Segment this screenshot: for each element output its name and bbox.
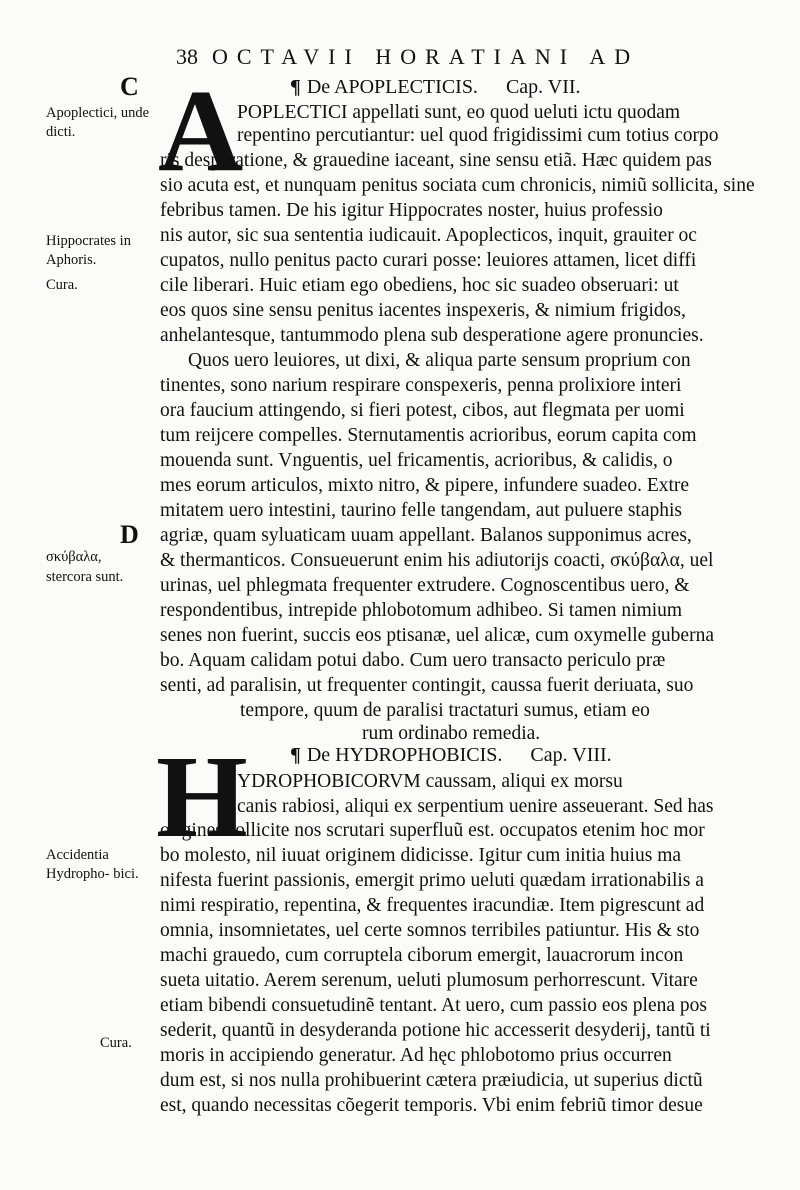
text-line: moris in accipiendo generatur. Ad hęc phlobotomo prius occurren <box>160 1045 672 1066</box>
page-number: 38 <box>176 44 198 69</box>
text-line: bo. Aquam calidam potui dabo. Cum uero transacto periculo præ <box>160 650 666 671</box>
text-line: senes non fuerint, succis eos ptisanæ, uel alicæ, cum oxymelle guberna <box>160 625 714 646</box>
text-line: nis autor, sic sua sententia iudicauit. Apoplecticos, inquit, grauiter oc <box>160 225 697 246</box>
margin-note-accidentia: Accidentia Hydropho- bici. <box>46 847 139 882</box>
text-line: febribus tamen. De his igitur Hippocrates noster, huius professio <box>160 200 663 221</box>
text-line: tum reijcere compelles. Sternutamentis acrioribus, eorum capita com <box>160 425 697 446</box>
pilcrow-icon: ¶ <box>290 744 301 766</box>
text-line: Quos uero leuiores, ut dixi, & aliqua parte sensum proprium con <box>188 350 691 371</box>
margin-note-stercora: stercora sunt. <box>46 569 124 585</box>
text-line: respondentibus, intrepide phlobotomum adhibeo. Si tamen nimium <box>160 600 683 621</box>
text-line: omnia, insomnietates, uel certe somnos terribiles patiuntur. His & sto <box>160 920 700 941</box>
margin-note-cura: Cura. <box>46 277 78 293</box>
section-letter-d: D <box>120 520 139 549</box>
text-line: sio acuta est, et nunquam penitus sociata cum chronicis, nimiũ sollicita, sine <box>160 175 755 196</box>
text-line: etiam bibendi consuetudinẽ tentant. At uero, cum passio eos plena pos <box>160 995 707 1016</box>
text-line: nifesta fuerint passionis, emergit primo ueluti quædam irrationabilis a <box>160 870 704 891</box>
text-line: origines sollicite nos scrutari superfluũ est. occupatos etenim hoc mor <box>160 820 705 841</box>
text-line: ora faucium attingendo, si fieri potest, cibos, aut flegmata per uomi <box>160 400 685 421</box>
text-line: ris desperatione, & grauedine iaceant, sine sensu etiã. Hæc quidem pas <box>160 150 712 171</box>
text-line: mitatem uero intestini, taurino felle tangendam, aut puluere staphis <box>160 500 683 521</box>
text-line: cile liberari. Huic etiam ego obediens, hoc sic suadeo obseruari: ut <box>160 275 679 296</box>
text-line: mouenda sunt. Vnguentis, uel fricamentis, acrioribus, & calidis, o <box>160 450 673 471</box>
text-line: canis rabiosi, aliqui ex serpentium uenire asseuerant. Sed has <box>237 796 714 817</box>
drop-cap-a: A <box>158 65 244 196</box>
chapter-8-title: De HYDROPHOBICIS. <box>306 744 503 766</box>
text-line: repentino percutiantur: uel quod frigidissimi cum totius corpo <box>237 125 719 146</box>
text-line: agriæ, quam syluaticam uuam appellant. Balanos supponimus acres, <box>160 525 692 546</box>
margin-note-greek: σκύβαλα, <box>46 549 102 565</box>
text-line: tinentes, sono narium respirare conspexeris, penna prolixiore interi <box>160 375 682 396</box>
text-line: senti, ad paralisin, ut frequenter contingit, caussa fuerit deriuata, suo <box>160 675 694 696</box>
chapter-8-number: Cap. VIII. <box>530 744 612 766</box>
margin-note-hippocrates: Hippocrates in Aphoris. <box>46 233 131 268</box>
running-header <box>176 44 639 70</box>
pilcrow-icon: ¶ <box>290 76 301 98</box>
text-line: bo molesto, nil iuuat originem didicisse. Igitur cum initia huius ma <box>160 845 682 866</box>
text-line: urinas, uel phlegmata frequenter extrudere. Cognoscentibus uero, & <box>160 575 690 596</box>
text-line: machi grauedo, cum corruptela ciborum emergit, lauacrorum incon <box>160 945 684 966</box>
text-line: cupatos, nullo penitus pacto curari posse: leuiores attamen, licet diffi <box>160 250 697 271</box>
section-letter-c: C <box>120 72 139 101</box>
chapter-7-heading <box>290 76 581 99</box>
text-line: tempore, quum de paralisi tractaturi sumus, etiam eo <box>240 700 650 721</box>
text-line: anhelantesque, tantummodo plena sub desperatione agere pronuncies. <box>160 325 704 346</box>
drop-cap-h: H <box>156 731 248 862</box>
chapter-8-heading <box>290 744 612 767</box>
text-line: & thermanticos. Consueuerunt enim his adiutorijs coacti, σκύβαλα, uel <box>160 550 714 571</box>
text-line: rum ordinabo remedia. <box>362 723 541 744</box>
running-title: OCTAVII HORATIANI AD <box>212 44 640 69</box>
text-line: sueta uitatio. Aerem serenum, ueluti plumosum perhorrescunt. Vitare <box>160 970 698 991</box>
text-line: mes eorum articulos, mixto nitro, & pipere, infundere suadeo. Extre <box>160 475 690 496</box>
chapter-7-number: Cap. VII. <box>505 76 581 98</box>
text-line: sederit, quantũ in desyderanda potione hic accesserit desyderij, tantũ ti <box>160 1020 711 1041</box>
text-line: YDROPHOBICORVM caussam, aliqui ex morsu <box>237 771 623 792</box>
text-line: eos quos sine sensu penitus iacentes inspexeris, & nimium frigidos, <box>160 300 686 321</box>
text-line: dum est, si nos nulla prohibuerint cætera præiudicia, ut superius dictũ <box>160 1070 703 1091</box>
margin-note-apoplectici: Apoplectici, unde dicti. <box>46 105 150 140</box>
chapter-7-title: De APOPLECTICIS. <box>306 76 478 98</box>
text-line: POPLECTICI appellati sunt, eo quod ueluti ictu quodam <box>237 102 681 123</box>
margin-note-cura-2: Cura. <box>100 1035 132 1051</box>
text-line: nimi respiratio, repentina, & frequentes iracundiæ. Item pigrescunt ad <box>160 895 705 916</box>
text-line: est, quando necessitas cõegerit temporis. Vbi enim febriũ timor desue <box>160 1095 703 1116</box>
